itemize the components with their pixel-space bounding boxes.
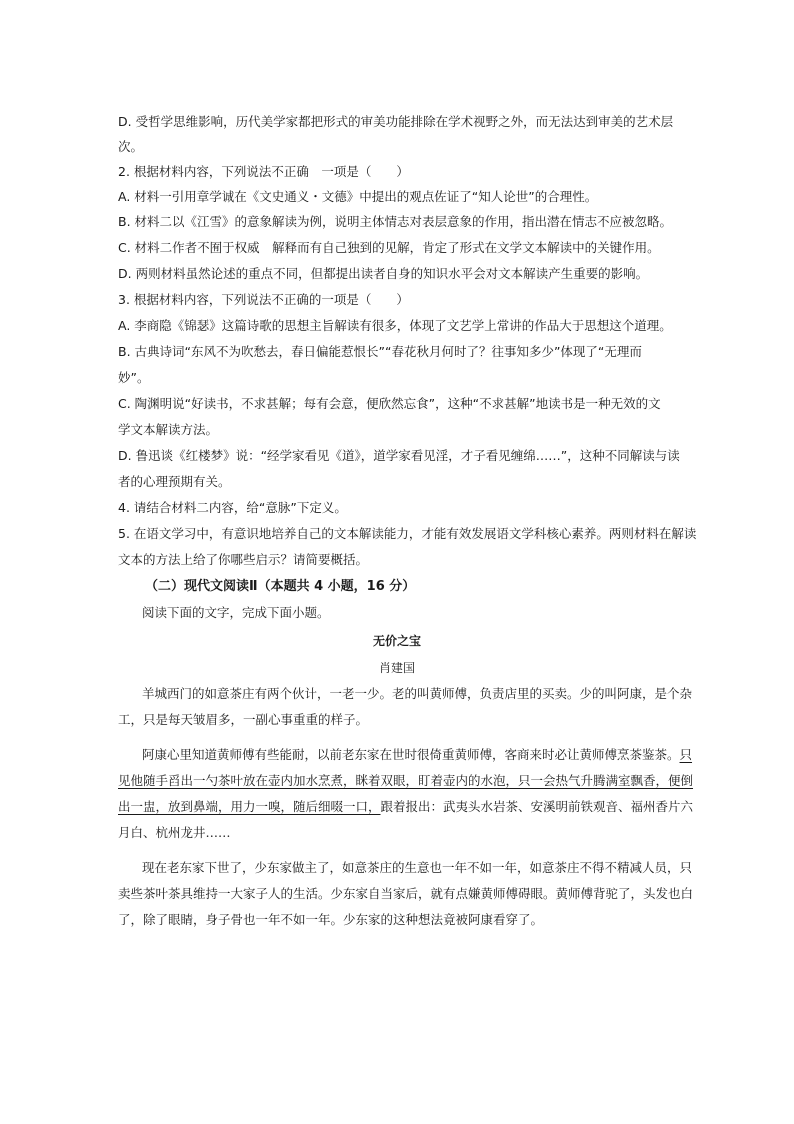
question-2: 2. 根据材料内容，下列说法不正确 一项是（ ） (118, 164, 409, 179)
question-3-option-b-line2: 妙”。 (118, 370, 150, 385)
question-3-option-d-line2: 者的心理预期有关。 (118, 474, 231, 489)
story-paragraph-2-line2: 见他随手舀出一勺茶叶放在壶内加水烹煮，眯着双眼，盯着壶内的水泡，只一会热气升腾满室飘香，便倒 (118, 773, 694, 788)
question-2-option-d: D. 两则材料虽然论述的重点不同，但都提出读者自身的知识水平会对文本解读产生重要的影响。 (118, 266, 649, 281)
question-3-option-c-line1: C. 陶渊明说“好读书，不求甚解；每有会意，便欣然忘食”，这种“不求甚解”地读书是一种无效的文 (118, 396, 661, 411)
option-d-line2: 次。 (118, 139, 144, 154)
question-2-option-c: C. 材料二作者不囿于权威 解释而有自己独到的见解，肯定了形式在文学文本解读中的关键作用。 (118, 240, 660, 255)
question-3-option-b-line1: B. 古典诗词“东风不为吹愁去，春日偏能惹恨长”“春花秋月何时了？往事知多少”体现了“无理而 (118, 344, 642, 359)
question-3: 3. 根据材料内容，下列说法不正确的一项是（ ） (118, 292, 409, 307)
question-4: 4. 请结合材料二内容，给“意脉”下定义。 (118, 500, 347, 515)
story-paragraph-1-line1: 羊城西门的如意茶庄有两个伙计，一老一少。老的叫黄师傅，负责店里的买卖。少的叫阿康，是个杂 (142, 686, 693, 701)
option-d-line1: D. 受哲学思维影响，历代美学家都把形式的审美功能排除在学术视野之外，而无法达到审美的艺术层 (118, 114, 674, 129)
section-instruction: 阅读下面的文字，完成下面小题。 (142, 605, 330, 620)
story-text: 阿康心里知道黄师傅有些能耐，以前老东家在世时很倚重黄师傅，客商来时必让黄师傅烹茶鉴茶。 (142, 747, 680, 762)
story-paragraph-2-line3 (118, 798, 694, 816)
story-paragraph-3-line3: 了，除了眼睛，身子骨也一年不如一年。少东家的这种想法竟被阿康看穿了。 (118, 912, 544, 927)
story-paragraph-2-line4: 月白、杭州龙井…… (118, 825, 231, 840)
story-paragraph-2-line1 (142, 746, 702, 764)
question-5-line1: 5. 在语文学习中，有意识地培养自己的文本解读能力，才能有效发展语文学科核心素养。两则材料在解读 (118, 526, 697, 541)
question-2-option-b: B. 材料二以《江雪》的意象解读为例，说明主体情志对表层意象的作用，指出潜在情志不应被忽略。 (118, 214, 673, 229)
question-2-option-a: A. 材料一引用章学诚在《文史通义・文德》中提出的观点佐证了“知人论世”的合理性。 (118, 189, 598, 204)
question-3-option-d-line1: D. 鲁迅谈《红楼梦》说：“经学家看见《道》，道学家看见淫，才子看见缠绵……”，这种不同解读与读 (118, 448, 680, 463)
story-paragraph-3-line2: 卖些茶叶茶具维持一大家子人的生活。少东家自当家后，就有点嫌黄师傅碍眼。黄师傅背驼了，头发也白 (118, 886, 694, 901)
story-paragraph-1-line2: 工，只是每天皱眉多，一副心事重重的样子。 (118, 712, 369, 727)
section-heading: （二）现代文阅读Ⅱ（本题共 4 小题，16 分） (145, 579, 416, 594)
story-title: 无价之宝 (372, 634, 421, 648)
underlined-text: 出一盅，放到鼻端，用力一嗅，随后细啜一口， (118, 799, 381, 814)
story-text: 跟着报出：武夷头水岩茶、安溪明前铁观音、福州香片六 (380, 799, 694, 814)
story-author: 肖建国 (378, 661, 415, 675)
question-3-option-a: A. 李商隐《锦瑟》这篇诗歌的思想主旨解读有很多，体现了文艺学上常讲的作品大于思想这个道理。 (118, 318, 672, 333)
question-3-option-c-line2: 学文本解读方法。 (118, 422, 219, 437)
story-paragraph-3-line1: 现在老东家下世了，少东家做主了，如意茶庄的生意也一年不如一年，如意茶庄不得不精减人员，只 (142, 860, 693, 875)
underlined-text: 只 (679, 747, 693, 762)
question-5-line2: 文本的方法上给了你哪些启示？请简要概括。 (118, 552, 369, 567)
